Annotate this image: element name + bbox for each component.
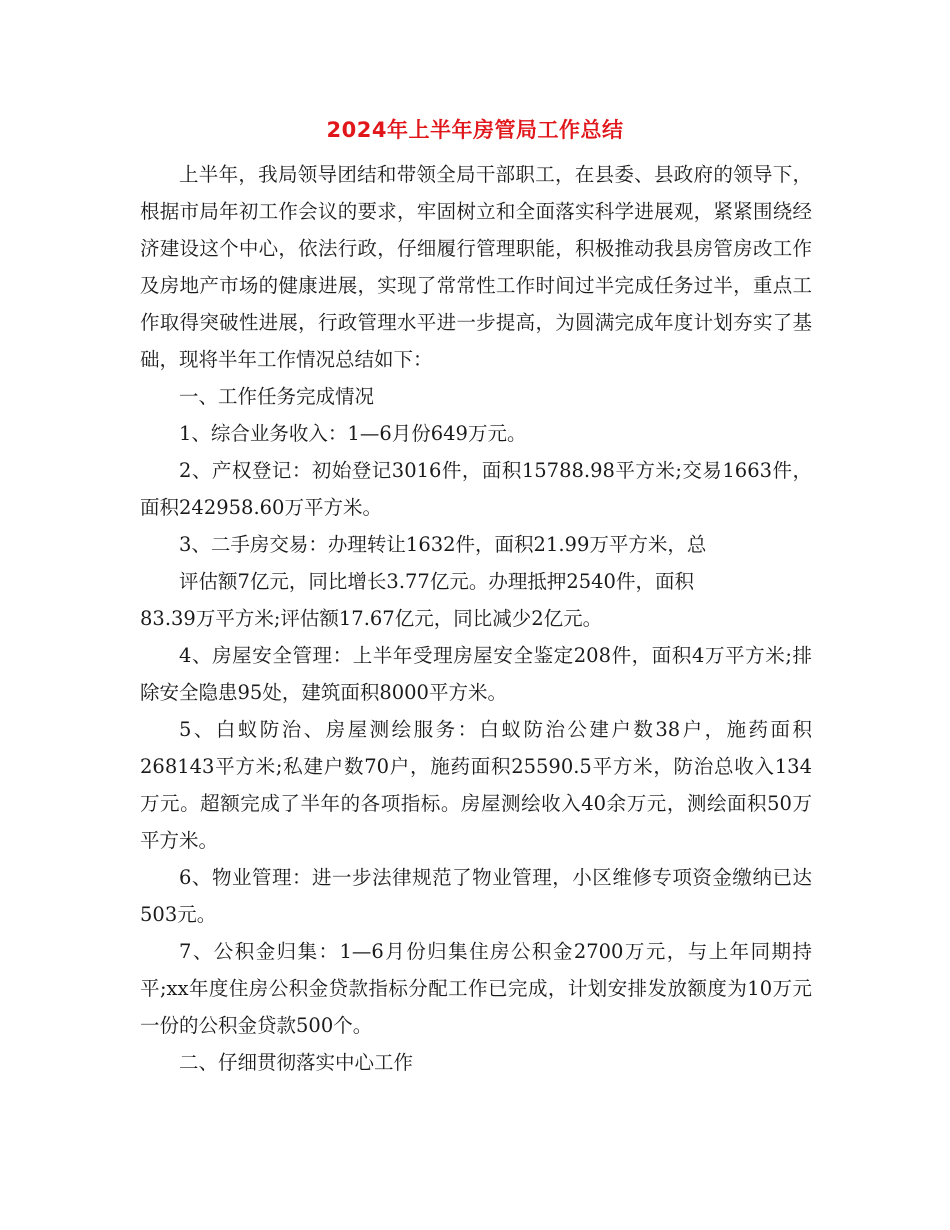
paragraph-item-5: 5、白蚁防治、房屋测绘服务：白蚁防治公建户数38户，施药面积268143平方米;私建户数70户，施药面积25590.5平方米，防治总收入134万元。超额完成了半年的各项指标。房屋测绘收入40余万元，测绘面积50万平方米。	[140, 718, 812, 852]
section-heading-1: 一、工作任务完成情况	[179, 385, 375, 408]
document-body	[140, 156, 812, 1081]
paragraph-item-6: 6、物业管理：进一步法律规范了物业管理，小区维修专项资金缴纳已达503元。	[140, 866, 812, 926]
item-3-line-3: 83.39万平方米;评估额17.67亿元，同比减少2亿元。	[140, 607, 603, 630]
item-3-line-2: 评估额7亿元，同比增长3.77亿元。办理抵押2540件，面积	[179, 570, 694, 593]
paragraph-item-2: 2、产权登记：初始登记3016件，面积15788.98平方米;交易1663件，面积242958.60万平方米。	[140, 459, 812, 519]
document-title: 2024年上半年房管局工作总结	[326, 118, 624, 142]
paragraph-item-3	[140, 526, 812, 637]
item-3-line-1: 3、二手房交易：办理转让1632件，面积21.99万平方米，总	[179, 533, 707, 556]
paragraph-intro: 上半年，我局领导团结和带领全局干部职工，在县委、县政府的领导下，根据市局年初工作会议的要求，牢固树立和全面落实科学进展观，紧紧围绕经济建设这个中心，依法行政，仔细履行管理职能，积极推动我县房管房改工作及房地产市场的健康进展，实现了常常性工作时间过半完成任务过半，重点工作取得突破性进展，行政管理水平进一步提高，为圆满完成年度计划夯实了基础，现将半年工作情况总结如下：	[140, 163, 812, 371]
paragraph-item-4: 4、房屋安全管理：上半年受理房屋安全鉴定208件，面积4万平方米;排除安全隐患95处，建筑面积8000平方米。	[140, 644, 812, 704]
paragraph-item-7: 7、公积金归集：1—6月份归集住房公积金2700万元，与上年同期持平;xx年度住房公积金贷款指标分配工作已完成，计划安排发放额度为10万元一份的公积金贷款500个。	[140, 940, 812, 1037]
paragraph-item-1: 1、综合业务收入：1—6月份649万元。	[179, 422, 527, 445]
section-heading-2: 二、仔细贯彻落实中心工作	[179, 1051, 414, 1074]
